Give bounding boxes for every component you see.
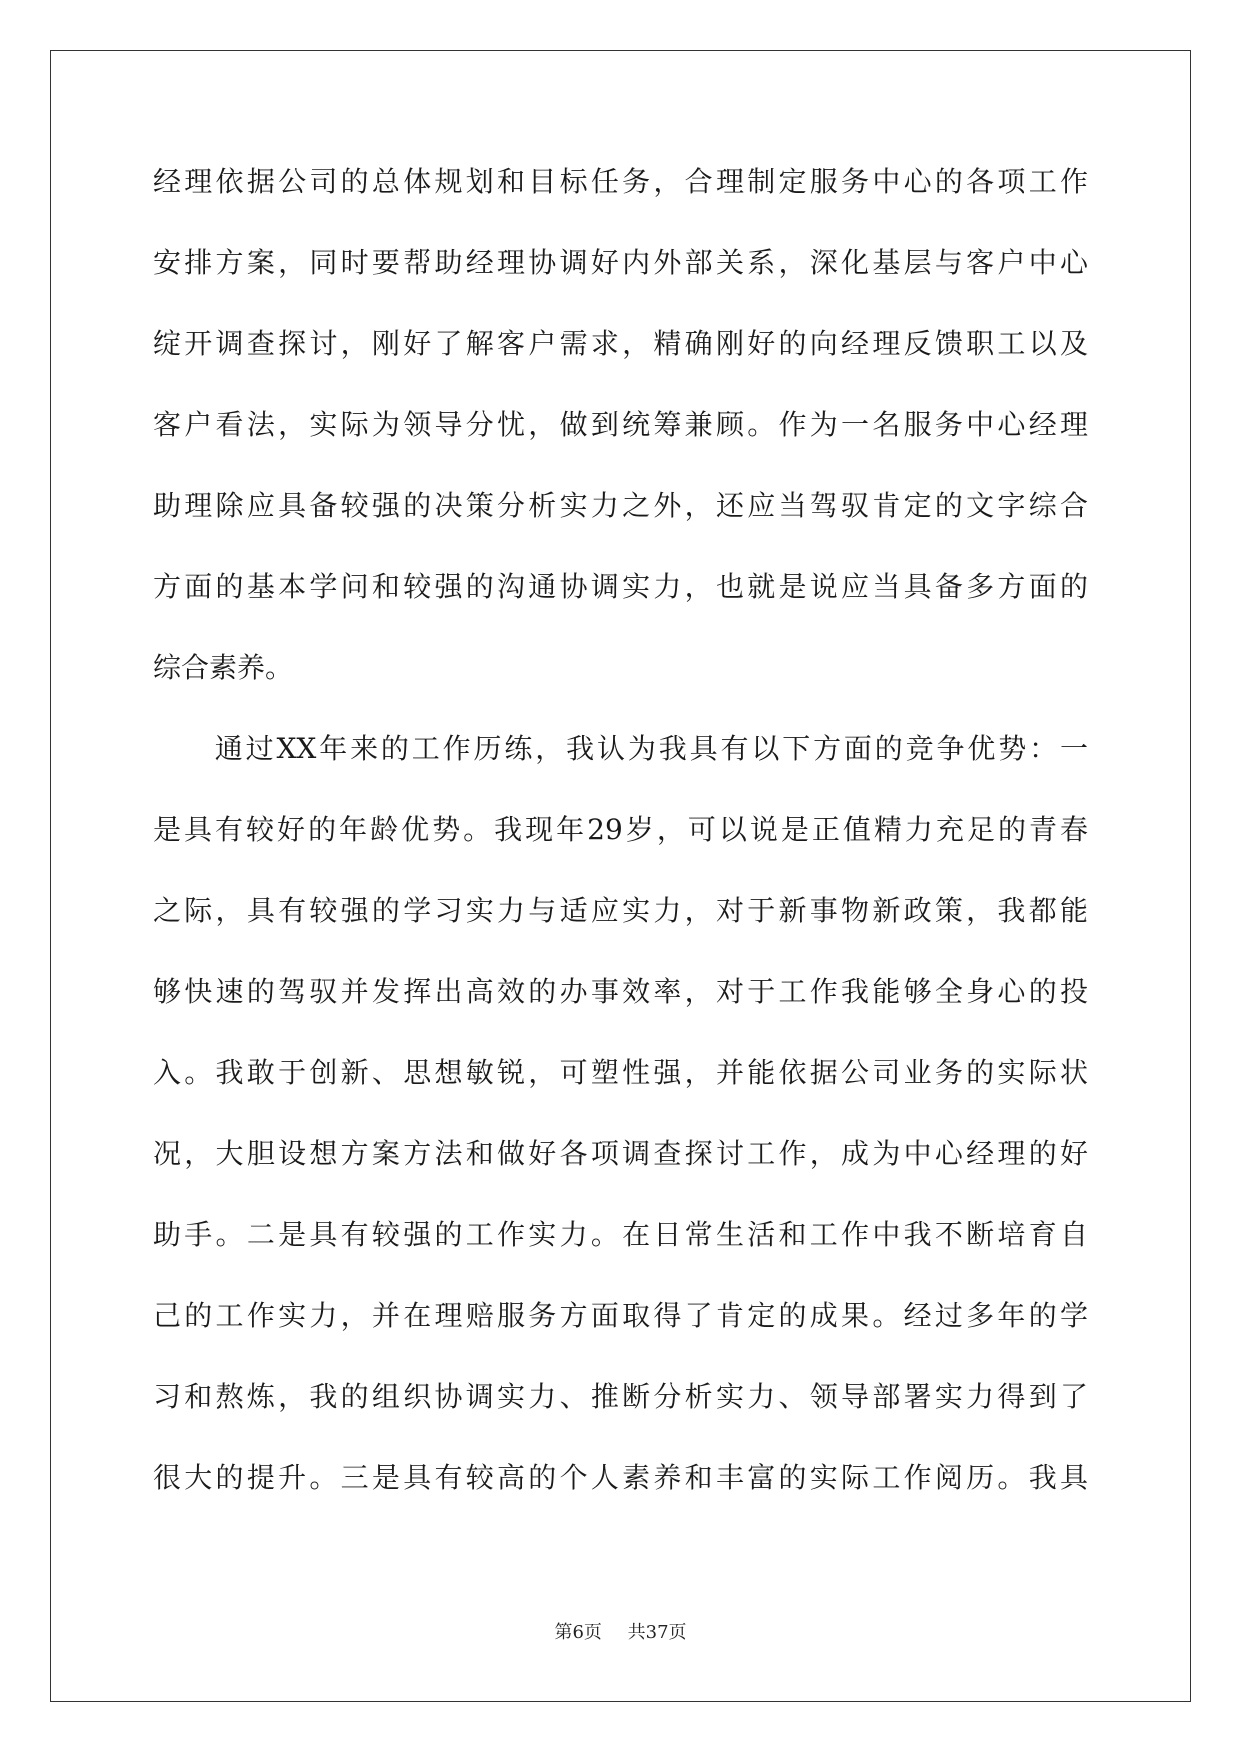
text-line: 是具有较好的年龄优势。我现年29岁，可以说是正值精力充足的青春 [153, 813, 1088, 846]
page-total: 共37页 [627, 1622, 687, 1643]
text-line: 经理依据公司的总体规划和目标任务，合理制定服务中心的各项工作 [153, 165, 1088, 198]
page-footer [0, 1621, 1241, 1645]
text-line: 方面的基本学问和较强的沟通协调实力，也就是说应当具备多方面的 [153, 570, 1088, 603]
document-body [153, 162, 1088, 1539]
text-line: 绽开调查探讨，刚好了解客户需求，精确刚好的向经理反馈职工以及 [153, 327, 1088, 360]
text-line: 够快速的驾驭并发挥出高效的办事效率，对于工作我能够全身心的投 [153, 975, 1088, 1008]
text-line: 入。我敢于创新、思想敏锐，可塑性强，并能依据公司业务的实际状 [153, 1056, 1088, 1089]
text-line: 之际，具有较强的学习实力与适应实力，对于新事物新政策，我都能 [153, 894, 1088, 927]
text-line: 综合素养。 [153, 651, 294, 684]
text-line: 安排方案，同时要帮助经理协调好内外部关系，深化基层与客户中心 [153, 246, 1088, 279]
text-line: 很大的提升。三是具有较高的个人素养和丰富的实际工作阅历。我具 [153, 1461, 1088, 1494]
text-line: 客户看法，实际为领导分忧，做到统筹兼顾。作为一名服务中心经理 [153, 408, 1088, 441]
text-line: 通过XX年来的工作历练，我认为我具有以下方面的竞争优势：一 [153, 732, 1088, 765]
text-line: 习和熬炼，我的组织协调实力、推断分析实力、领导部署实力得到了 [153, 1380, 1088, 1413]
text-line: 况，大胆设想方案方法和做好各项调查探讨工作，成为中心经理的好 [153, 1137, 1088, 1170]
text-line: 助理除应具备较强的决策分析实力之外，还应当驾驭肯定的文字综合 [153, 489, 1088, 522]
text-line: 己的工作实力，并在理赔服务方面取得了肯定的成果。经过多年的学 [153, 1299, 1088, 1332]
page-number: 第6页 [554, 1622, 602, 1643]
text-line: 助手。二是具有较强的工作实力。在日常生活和工作中我不断培育自 [153, 1218, 1088, 1251]
